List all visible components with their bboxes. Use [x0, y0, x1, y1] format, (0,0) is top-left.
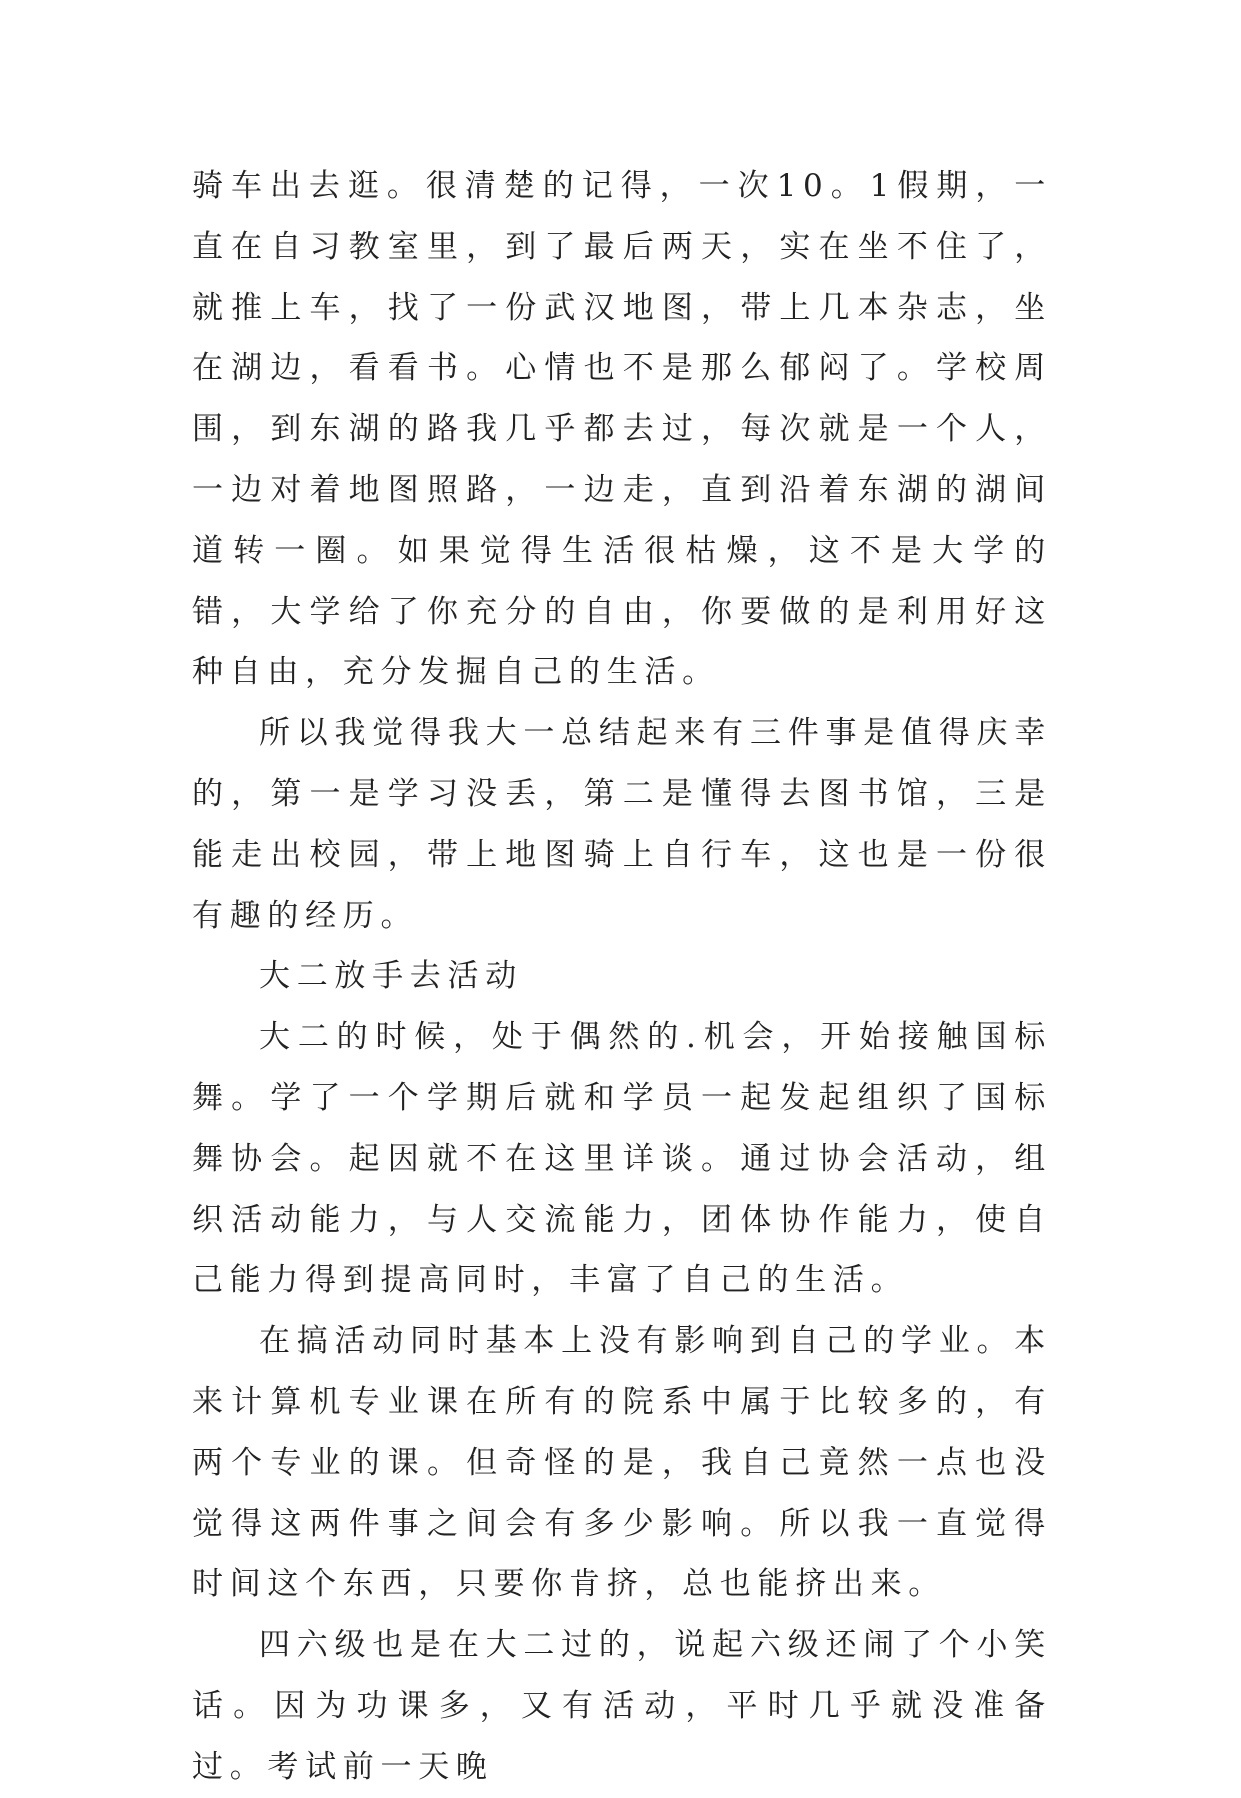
paragraph-2: 所以我觉得我大一总结起来有三件事是值得庆幸的，第一是学习没丢，第二是懂得去图书馆，三是能走出校园，带上地图骑上自行车，这也是一份很有趣的经历。	[192, 715, 1052, 934]
paragraph-4: 在搞活动同时基本上没有影响到自己的学业。本来计算机专业课在所有的院系中属于比较多的，有两个专业的课。但奇怪的是，我自己竟然一点也没觉得这两件事之间会有多少影响。所以我一直觉得时间这个东西，只要你肯挤，总也能挤出来。	[192, 1323, 1052, 1603]
paragraph-5: 四六级也是在大二过的，说起六级还闹了个小笑话。因为功课多，又有活动，平时几乎就没准备过。考试前一天晚	[192, 1627, 1052, 1785]
body-text	[192, 156, 1052, 1798]
paragraph-1: 骑车出去逛。很清楚的记得，一次10。1假期，一直在自习教室里，到了最后两天，实在坐不住了，就推上车，找了一份武汉地图，带上几本杂志，坐在湖边，看看书。心情也不是那么郁闷了。学校周围，到东湖的路我几乎都去过，每次就是一个人，一边对着地图照路，一边走，直到沿着东湖的湖间道转一圈。如果觉得生活很枯燥，这不是大学的错，大学给了你充分的自由，你要做的是利用好这种自由，充分发掘自己的生活。	[192, 168, 1052, 691]
section-heading: 大二放手去活动	[259, 958, 523, 995]
paragraph-3: 大二的时候，处于偶然的.机会，开始接触国标舞。学了一个学期后就和学员一起发起组织了国标舞协会。起因就不在这里详谈。通过协会活动，组织活动能力，与人交流能力，团体协作能力，使自己能力得到提高同时，丰富了自己的生活。	[192, 1019, 1052, 1299]
